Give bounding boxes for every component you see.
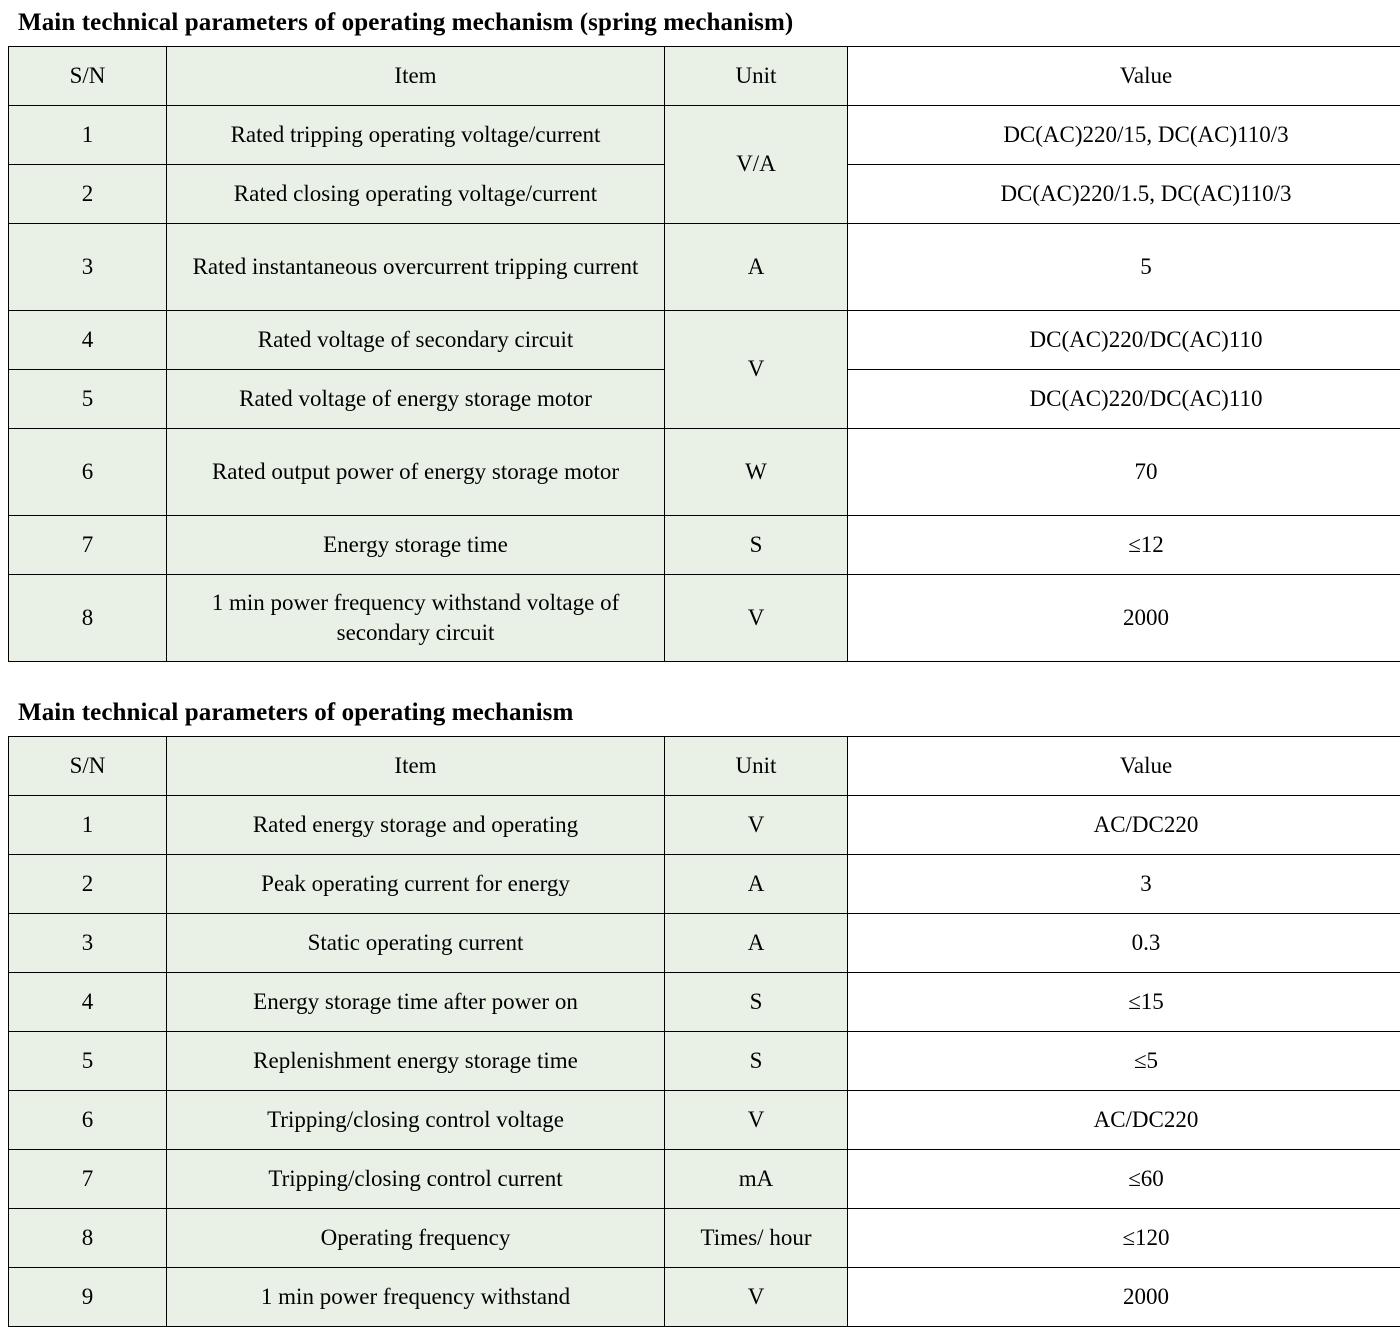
cell-item: Tripping/closing control current <box>167 1150 665 1209</box>
cell-sn: 4 <box>9 973 167 1032</box>
cell-unit: mA <box>665 1150 848 1209</box>
cell-sn: 2 <box>9 165 167 224</box>
cell-item: Rated voltage of secondary circuit <box>167 311 665 370</box>
table-row <box>9 311 1400 370</box>
cell-unit: V <box>665 1268 848 1327</box>
cell-value: DC(AC)220/15, DC(AC)110/3 <box>848 106 1400 165</box>
cell-unit: V <box>665 1091 848 1150</box>
cell-value: 70 <box>848 429 1400 516</box>
cell-sn: 3 <box>9 914 167 973</box>
table-row <box>9 516 1400 575</box>
cell-sn: 3 <box>9 224 167 311</box>
cell-value: 5 <box>848 224 1400 311</box>
cell-unit: V <box>665 575 848 662</box>
cell-sn: 5 <box>9 1032 167 1091</box>
section-spring-mechanism <box>8 8 1392 662</box>
cell-unit: W <box>665 429 848 516</box>
column-header-sn: S/N <box>9 737 167 796</box>
cell-value: ≤15 <box>848 973 1400 1032</box>
table-row <box>9 429 1400 516</box>
cell-unit: V <box>665 311 848 429</box>
column-header-item: Item <box>167 47 665 106</box>
cell-unit: S <box>665 516 848 575</box>
cell-item: Rated closing operating voltage/current <box>167 165 665 224</box>
page-title: Main technical parameters of operating mechanism <box>18 698 1392 728</box>
cell-value: 2000 <box>848 1268 1400 1327</box>
cell-item: Energy storage time <box>167 516 665 575</box>
cell-sn: 8 <box>9 1209 167 1268</box>
table-row <box>9 106 1400 165</box>
table-row <box>9 1268 1400 1327</box>
table-row <box>9 575 1400 662</box>
cell-value: 3 <box>848 855 1400 914</box>
table-row <box>9 973 1400 1032</box>
cell-sn: 2 <box>9 855 167 914</box>
cell-value: 0.3 <box>848 914 1400 973</box>
table-row <box>9 914 1400 973</box>
cell-sn: 4 <box>9 311 167 370</box>
cell-item: Tripping/closing control voltage <box>167 1091 665 1150</box>
cell-unit: A <box>665 224 848 311</box>
table-row <box>9 1209 1400 1268</box>
column-header-unit: Unit <box>665 737 848 796</box>
page-title: Main technical parameters of operating mechanism (spring mechanism) <box>18 8 1392 38</box>
cell-value: 2000 <box>848 575 1400 662</box>
cell-item: Rated instantaneous overcurrent tripping current <box>167 224 665 311</box>
cell-value: ≤120 <box>848 1209 1400 1268</box>
cell-sn: 7 <box>9 1150 167 1209</box>
table-row <box>9 1150 1400 1209</box>
cell-unit: S <box>665 973 848 1032</box>
table-row <box>9 1032 1400 1091</box>
table-header-row <box>9 737 1400 796</box>
table-operating-mechanism <box>8 736 1400 1327</box>
cell-unit: V/A <box>665 106 848 224</box>
cell-unit: Times/ hour <box>665 1209 848 1268</box>
column-header-value: Value <box>848 47 1400 106</box>
cell-unit: A <box>665 914 848 973</box>
cell-value: DC(AC)220/DC(AC)110 <box>848 370 1400 429</box>
cell-item: Rated output power of energy storage motor <box>167 429 665 516</box>
column-header-value: Value <box>848 737 1400 796</box>
cell-unit: A <box>665 855 848 914</box>
cell-sn: 8 <box>9 575 167 662</box>
table-row <box>9 855 1400 914</box>
cell-sn: 7 <box>9 516 167 575</box>
table-row <box>9 1091 1400 1150</box>
cell-value: AC/DC220 <box>848 1091 1400 1150</box>
table-row <box>9 796 1400 855</box>
cell-item: 1 min power frequency withstand voltage of secondary circuit <box>167 575 665 662</box>
cell-sn: 5 <box>9 370 167 429</box>
cell-unit: V <box>665 796 848 855</box>
cell-item: Static operating current <box>167 914 665 973</box>
column-header-unit: Unit <box>665 47 848 106</box>
table-header-row <box>9 47 1400 106</box>
column-header-item: Item <box>167 737 665 796</box>
cell-item: Energy storage time after power on <box>167 973 665 1032</box>
cell-item: 1 min power frequency withstand <box>167 1268 665 1327</box>
cell-value: DC(AC)220/DC(AC)110 <box>848 311 1400 370</box>
cell-value: DC(AC)220/1.5, DC(AC)110/3 <box>848 165 1400 224</box>
cell-item: Rated voltage of energy storage motor <box>167 370 665 429</box>
cell-item: Operating frequency <box>167 1209 665 1268</box>
cell-item: Replenishment energy storage time <box>167 1032 665 1091</box>
cell-value: AC/DC220 <box>848 796 1400 855</box>
cell-value: ≤12 <box>848 516 1400 575</box>
cell-item: Peak operating current for energy <box>167 855 665 914</box>
cell-item: Rated energy storage and operating <box>167 796 665 855</box>
cell-sn: 1 <box>9 106 167 165</box>
cell-sn: 6 <box>9 429 167 516</box>
cell-value: ≤60 <box>848 1150 1400 1209</box>
cell-sn: 9 <box>9 1268 167 1327</box>
cell-value: ≤5 <box>848 1032 1400 1091</box>
cell-sn: 6 <box>9 1091 167 1150</box>
cell-unit: S <box>665 1032 848 1091</box>
cell-sn: 1 <box>9 796 167 855</box>
table-spring-mechanism <box>8 46 1400 662</box>
column-header-sn: S/N <box>9 47 167 106</box>
table-row <box>9 224 1400 311</box>
section-operating-mechanism <box>8 698 1392 1327</box>
cell-item: Rated tripping operating voltage/current <box>167 106 665 165</box>
